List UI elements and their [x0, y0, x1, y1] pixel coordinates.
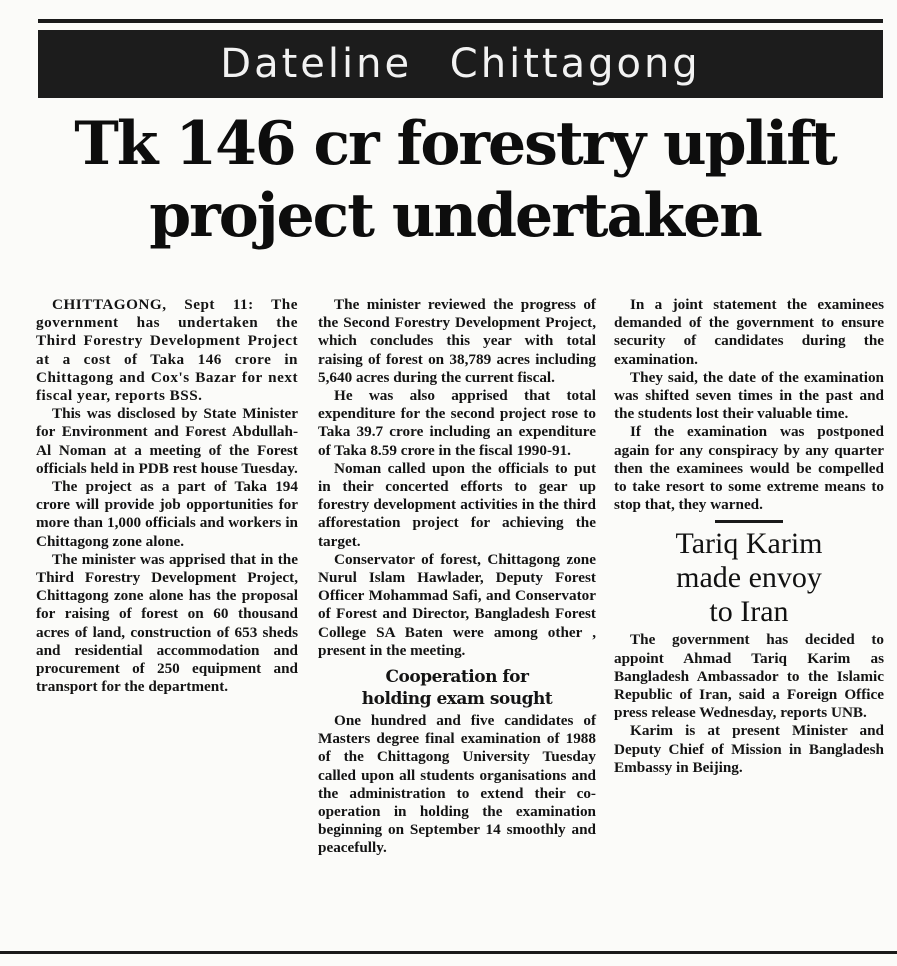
main-story-paragraph-1: CHITTAGONG, Sept 11: The government has undertaken the Third Forestry Development Project at a cost of Taka 146 crore in Chittagong and Cox's Bazar for next fiscal year, reports BSS.	[36, 296, 298, 405]
story2-headline-line-1: Cooperation for	[385, 667, 529, 688]
main-story-paragraph-3: The project as a part of Taka 194 crore will provide job opportunities for more than 1,000 officials and workers in Chittagong zone alone.	[36, 478, 298, 550]
bottom-rule	[0, 951, 897, 954]
story3-paragraph-1: The government has decided to appoint Ahmad Tariq Karim as Bangladesh Ambassador to the Islamic Republic of Iran, said a Foreign Office press release Wednesday, reports UNB.	[614, 631, 884, 722]
story3-headline-line-2: made envoy	[676, 561, 822, 595]
headline	[20, 108, 890, 252]
story3-headline-line-3: to Iran	[709, 595, 789, 629]
main-story-paragraph-4: The minister was apprised that in the Third Forestry Development Project, Chittagong zone alone has the proposal for raising of forest on 60 thousand acres of land, construction of 653 sheds and residential accommodation and procurement of 250 equipment and transport for the department.	[36, 550, 298, 696]
main-story-paragraph-5: The minister reviewed the progress of the Second Forestry Development Project, which concludes this year with total raising of forest on 38,789 acres including 5,640 acres during the current fiscal.	[318, 296, 596, 386]
story2-paragraph-2: In a joint statement the examinees demanded of the government to ensure security of candidates during the examination.	[614, 296, 884, 368]
main-story-paragraph-8: Conservator of forest, Chittagong zone Nurul Islam Hawlader, Deputy Forest Officer Mohammad Safi, and Conservator of Forest and Director, Bangladesh Forest College SA Baten were among other , present in the meeting.	[318, 550, 596, 659]
column-1	[36, 296, 298, 696]
top-rule	[38, 19, 883, 23]
story2-headline-line-2: holding exam sought	[361, 689, 553, 710]
story2-headline	[318, 666, 596, 710]
story2-paragraph-3: They said, the date of the examination was shifted seven times in the past and the students lost their valuable time.	[614, 368, 884, 423]
story2-paragraph-1: One hundred and five candidates of Masters degree final examination of 1988 of the Chittagong University Tuesday called upon all students organisations and the administration to extend their co-operation in holding the examination beginning on September 14 smoothly and peacefully.	[318, 712, 596, 857]
main-story-paragraph-2: This was disclosed by State Minister for Environment and Forest Abdullah-Al Noman at a meeting of the Forest officials held in PDB rest house Tuesday.	[36, 405, 298, 477]
dateline-banner	[38, 30, 883, 98]
story3-paragraph-2: Karim is at present Minister and Deputy Chief of Mission in Bangladesh Embassy in Beijing.	[614, 722, 884, 776]
column-2	[318, 296, 596, 858]
headline-line-2: project undertaken	[149, 181, 761, 251]
main-story-paragraph-6: He was also apprised that total expenditure for the second project rose to Taka 39.7 crore including an expenditure of Taka 8.59 crore in the fiscal 1990-91.	[318, 387, 596, 459]
column-3	[614, 296, 884, 777]
story3-rule	[715, 520, 783, 523]
dateline-text: Dateline Chittagong	[220, 41, 701, 87]
main-story-paragraph-7: Noman called upon the officials to put in their concerted efforts to gear up forestry development activities in the third afforestation project for achieving the target.	[318, 459, 596, 550]
headline-line-1: Tk 146 cr forestry uplift	[74, 109, 836, 179]
story3-headline-line-1: Tariq Karim	[675, 527, 823, 561]
story3-headline	[614, 527, 884, 629]
story2-paragraph-4: If the examination was postponed again for any conspiracy by any quarter then the examinees would be compelled to take resort to some extreme means to stop that, they warned.	[614, 423, 884, 514]
